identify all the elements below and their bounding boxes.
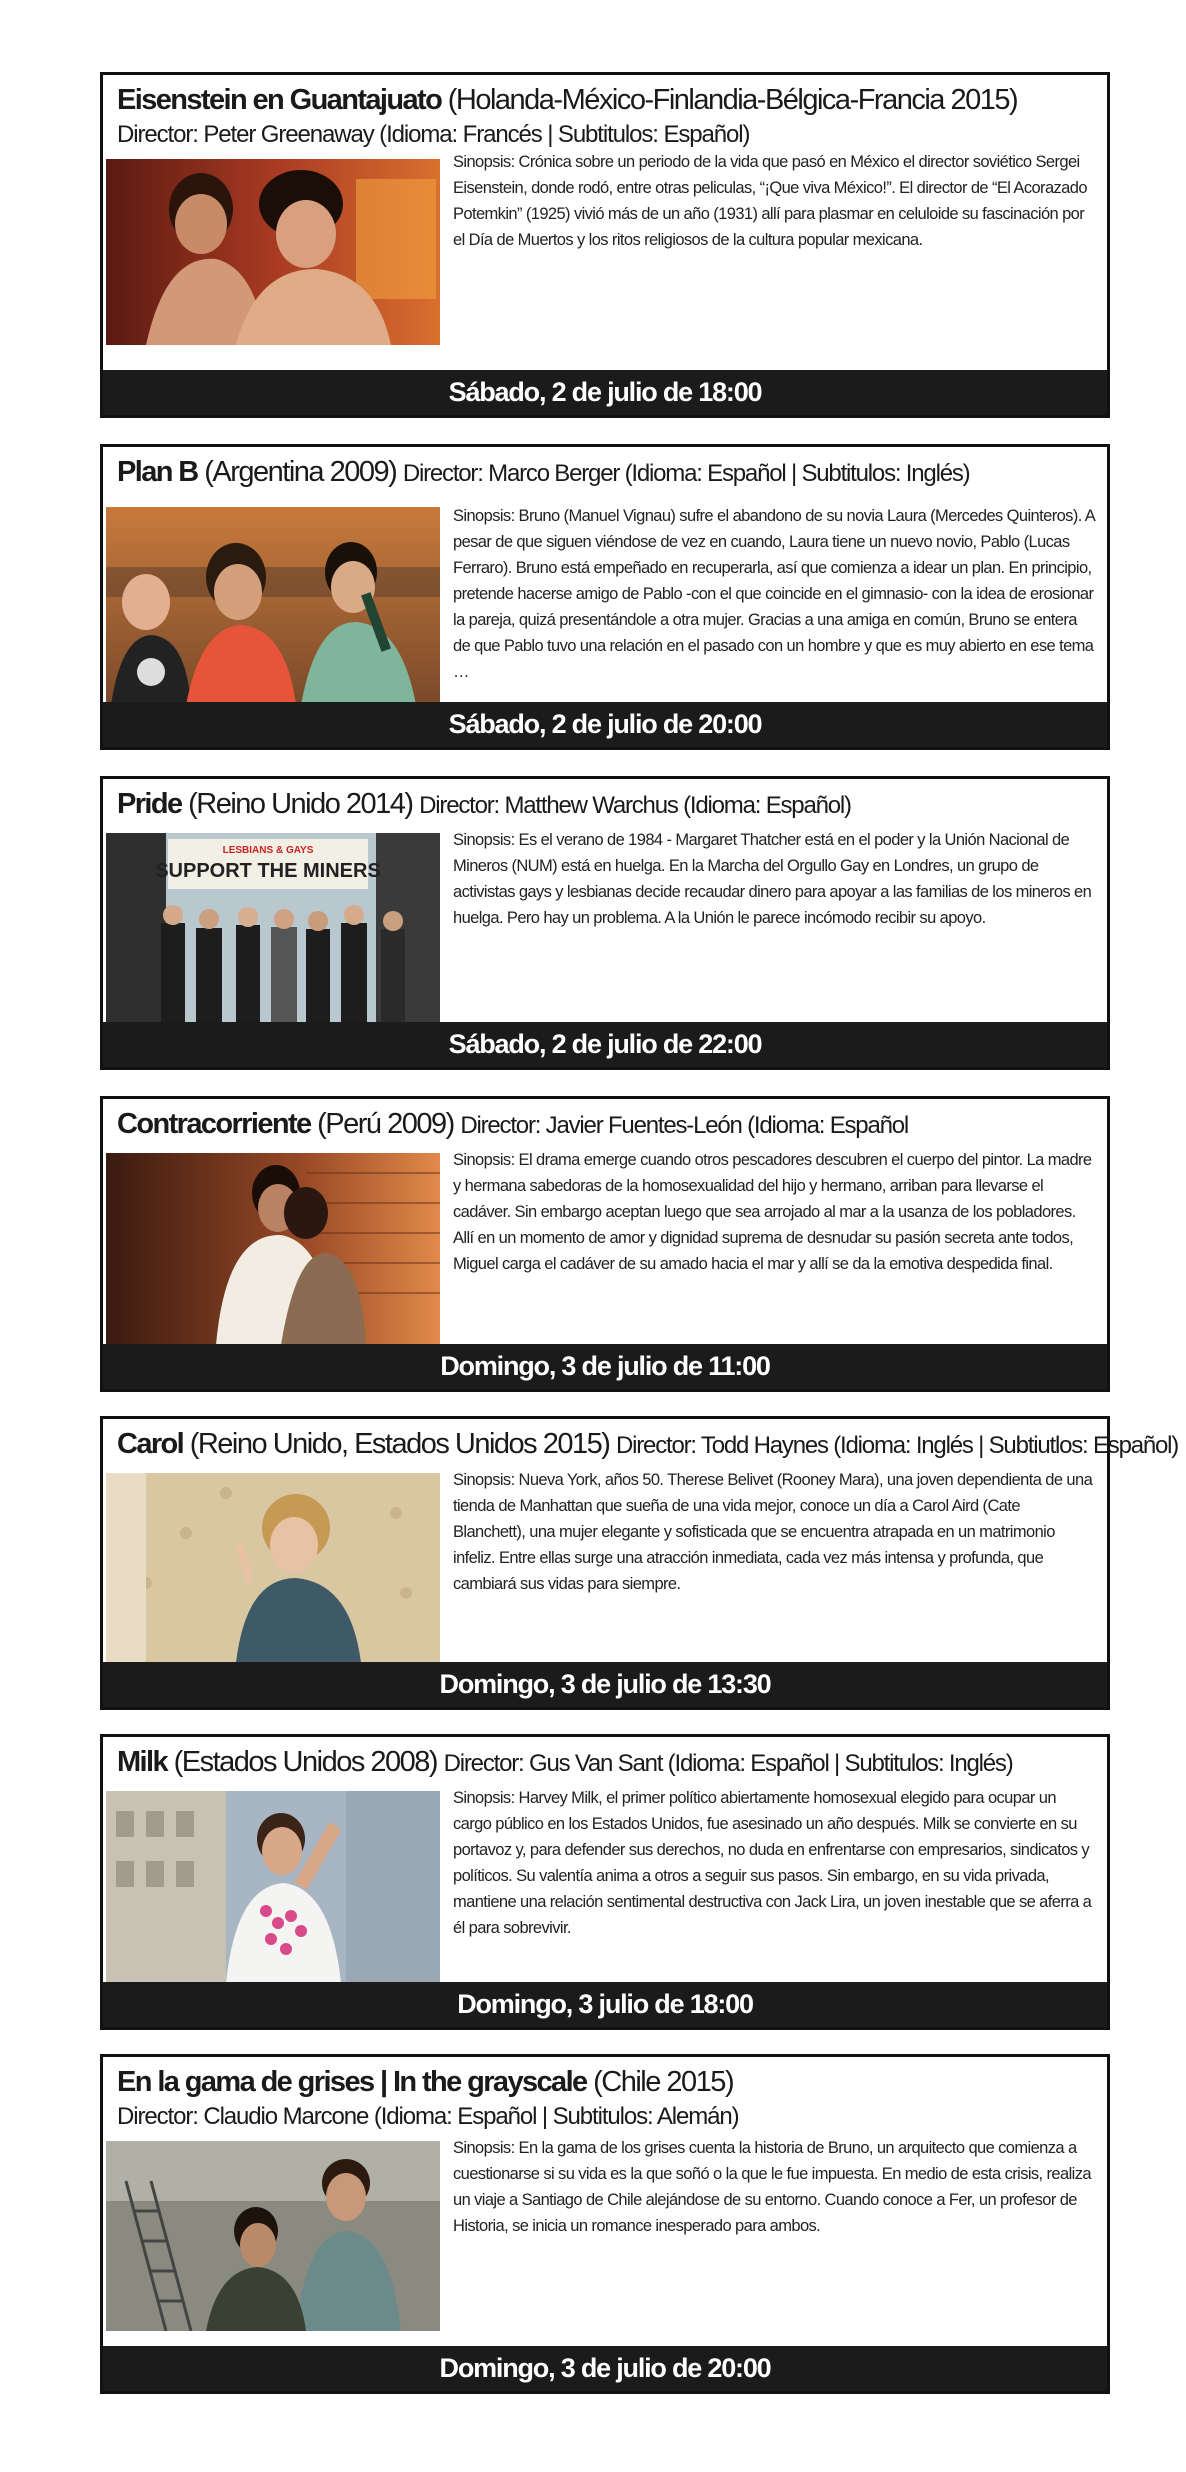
film-title: Contracorriente (117, 1108, 311, 1140)
film-title: Milk (117, 1746, 167, 1778)
film-still-image (106, 159, 440, 345)
screening-date: Sábado, 2 de julio de 20:00 (103, 702, 1107, 747)
film-director: Director: Peter Greenaway (Idioma: Francés | Subtitulos: Español) (117, 121, 750, 148)
film-director: Director: Todd Haynes (Idioma: Inglés | Subtiutlos: Español) (615, 1432, 1179, 1459)
film-header (103, 75, 1107, 151)
film-country-year: (Reino Unido 2014) (188, 788, 413, 820)
film-country-year: (Estados Unidos 2008) (173, 1746, 438, 1778)
banner-top-text: LESBIANS & GAYS (222, 845, 314, 856)
screening-date: Domingo, 3 de julio de 13:30 (103, 1662, 1107, 1707)
film-title: Carol (117, 1428, 184, 1460)
film-synopsis: Sinopsis: Es el verano de 1984 - Margaret Thatcher está en el poder y la Unión Nacional de Mineros (NUM) está en huelga. En la Marcha del Orgullo Gay en Londres, un grupo de activistas gays y lesbianas decide recaudar dinero para apoyar a las familias de los mineros en huelga. Pero hay un problema. A la Unión le parece incómodo recibir su apoyo. (453, 831, 1092, 927)
film-director: Director: Gus Van Sant (Idioma: Español | Subtitulos: Inglés) (443, 1750, 1013, 1777)
film-header (103, 1099, 1107, 1145)
screening-date: Domingo, 3 de julio de 11:00 (103, 1344, 1107, 1389)
film-synopsis: Sinopsis: Bruno (Manuel Vignau) sufre el abandono de su novia Laura (Mercedes Quinteros). A pesar de que siguen viéndose de vez en cuando, Laura tiene un nuevo novio, Pablo (Lucas Ferraro). Bruno está empeñado en recuperarla, así que comienza a idear un plan. En principio, pretende hacerse amigo de Pablo -con el que coincide en el gimnasio- con la idea de erosionar la pareja, quizá presentándole a otra mujer. Gracias a una amiga en común, Bruno se entera de que Pablo tuvo una relación en el pasado con un hombre y que es muy abierto en ese tema … (453, 507, 1095, 681)
film-synopsis: Sinopsis: El drama emerge cuando otros pescadores descubren el cuerpo del pintor. La madre y hermana sabedoras de la homosexualidad del hijo y hermano, arriban para llevarse el cadáver. Sin embargo aceptan luego que sea arrojado al mar a la usanza de los pobladores. Allí en un momento de amor y dignidad suprema de desnudar su pasión secreta ante todos, Miguel carga el cadáver de su amado hacia el mar y allí se da la emotiva despedida final. (453, 1151, 1092, 1273)
film-title: En la gama de grises | In the grayscale (117, 2066, 587, 2098)
film-title: Eisenstein en Guantajuato (117, 84, 442, 116)
film-country-year: (Holanda-México-Finlandia-Bélgica-Francia 2015) (447, 84, 1018, 116)
film-header (103, 1737, 1107, 1783)
banner-main-text: SUPPORT THE MINERS (155, 860, 381, 882)
film-header (103, 447, 1107, 493)
screening-date: Domingo, 3 julio de 18:00 (103, 1982, 1107, 2027)
film-synopsis: Sinopsis: Nueva York, años 50. Therese Belivet (Rooney Mara), una joven dependienta de una tienda de Manhattan que sueña de una vida mejor, conoce un día a Carol Aird (Cate Blanchett), una mujer elegante y sofisticada que se encuentra atrapada en un matrimonio infeliz. Entre ellas surge una atracción inmediata, cada vez más intensa y profunda, que cambiará sus vidas para siempre. (453, 1471, 1093, 1593)
film-country-year: (Perú 2009) (317, 1108, 454, 1140)
film-country-year: (Chile 2015) (593, 2066, 734, 2098)
film-synopsis: Sinopsis: En la gama de los grises cuenta la historia de Bruno, un arquitecto que comienza a cuestionarse si su vida es la que soñó o la que le fue impuesta. En medio de esta crisis, realiza un viaje a Santiago de Chile alejándose de su entorno. Cuando conoce a Fer, un profesor de Historia, se inicia un romance inesperado para ambos. (453, 2139, 1091, 2235)
film-still-image (106, 507, 440, 705)
film-country-year: (Reino Unido, Estados Unidos 2015) (189, 1428, 610, 1460)
film-director: Director: Matthew Warchus (Idioma: Español) (419, 792, 851, 819)
screening-date: Sábado, 2 de julio de 18:00 (103, 370, 1107, 415)
film-card-pride (100, 776, 1110, 1070)
screening-date: Domingo, 3 de julio de 20:00 (103, 2346, 1107, 2391)
film-header (103, 2057, 1107, 2133)
film-still-image (106, 1791, 440, 1983)
film-country-year: (Argentina 2009) (204, 456, 397, 488)
film-card-milk (100, 1734, 1110, 2030)
film-title: Plan B (117, 456, 198, 488)
screening-date: Sábado, 2 de julio de 22:00 (103, 1022, 1107, 1067)
film-card-plan-b (100, 444, 1110, 750)
film-still-image (106, 2141, 440, 2331)
film-synopsis: Sinopsis: Harvey Milk, el primer político abiertamente homosexual elegido para ocupar un cargo público en los Estados Unidos, fue asesinado un año después. Milk se convierte en su portavoz y, para defender sus derechos, no duda en enfrentarse con empresarios, sindicatos y políticos. Su valentía anima a otros a seguir sus pasos. Sin embargo, en su vida privada, mantiene una relación sentimental destructiva con Jack Lira, un joven inestable que se aferra a él para sobrevivir. (453, 1789, 1092, 1937)
film-header (103, 1419, 1179, 1465)
film-still-image (106, 1473, 440, 1663)
film-card-gama-de-grises (100, 2054, 1110, 2394)
film-card-eisenstein (100, 72, 1110, 418)
film-director: Director: Javier Fuentes-León (Idioma: Español (460, 1112, 909, 1139)
film-still-image (106, 1153, 440, 1345)
film-still-image (106, 833, 440, 1025)
film-director: Director: Marco Berger (Idioma: Español | Subtitulos: Inglés) (402, 460, 970, 487)
film-card-carol (100, 1416, 1179, 1710)
film-director: Director: Claudio Marcone (Idioma: Español | Subtitulos: Alemán) (117, 2103, 739, 2130)
film-header (103, 779, 1107, 825)
film-card-contracorriente (100, 1096, 1110, 1392)
film-title: Pride (117, 788, 182, 820)
film-synopsis: Sinopsis: Crónica sobre un periodo de la vida que pasó en México el director soviético Sergei Eisenstein, donde rodó, entre otras peliculas, “¡Que viva México!”. El director de “El Acorazado Potemkin” (1925) vivió más de un año (1931) allí para plasmar en celuloide su fascinación por el Día de Muertos y los ritos religiosos de la cultura popular mexicana. (453, 153, 1087, 249)
